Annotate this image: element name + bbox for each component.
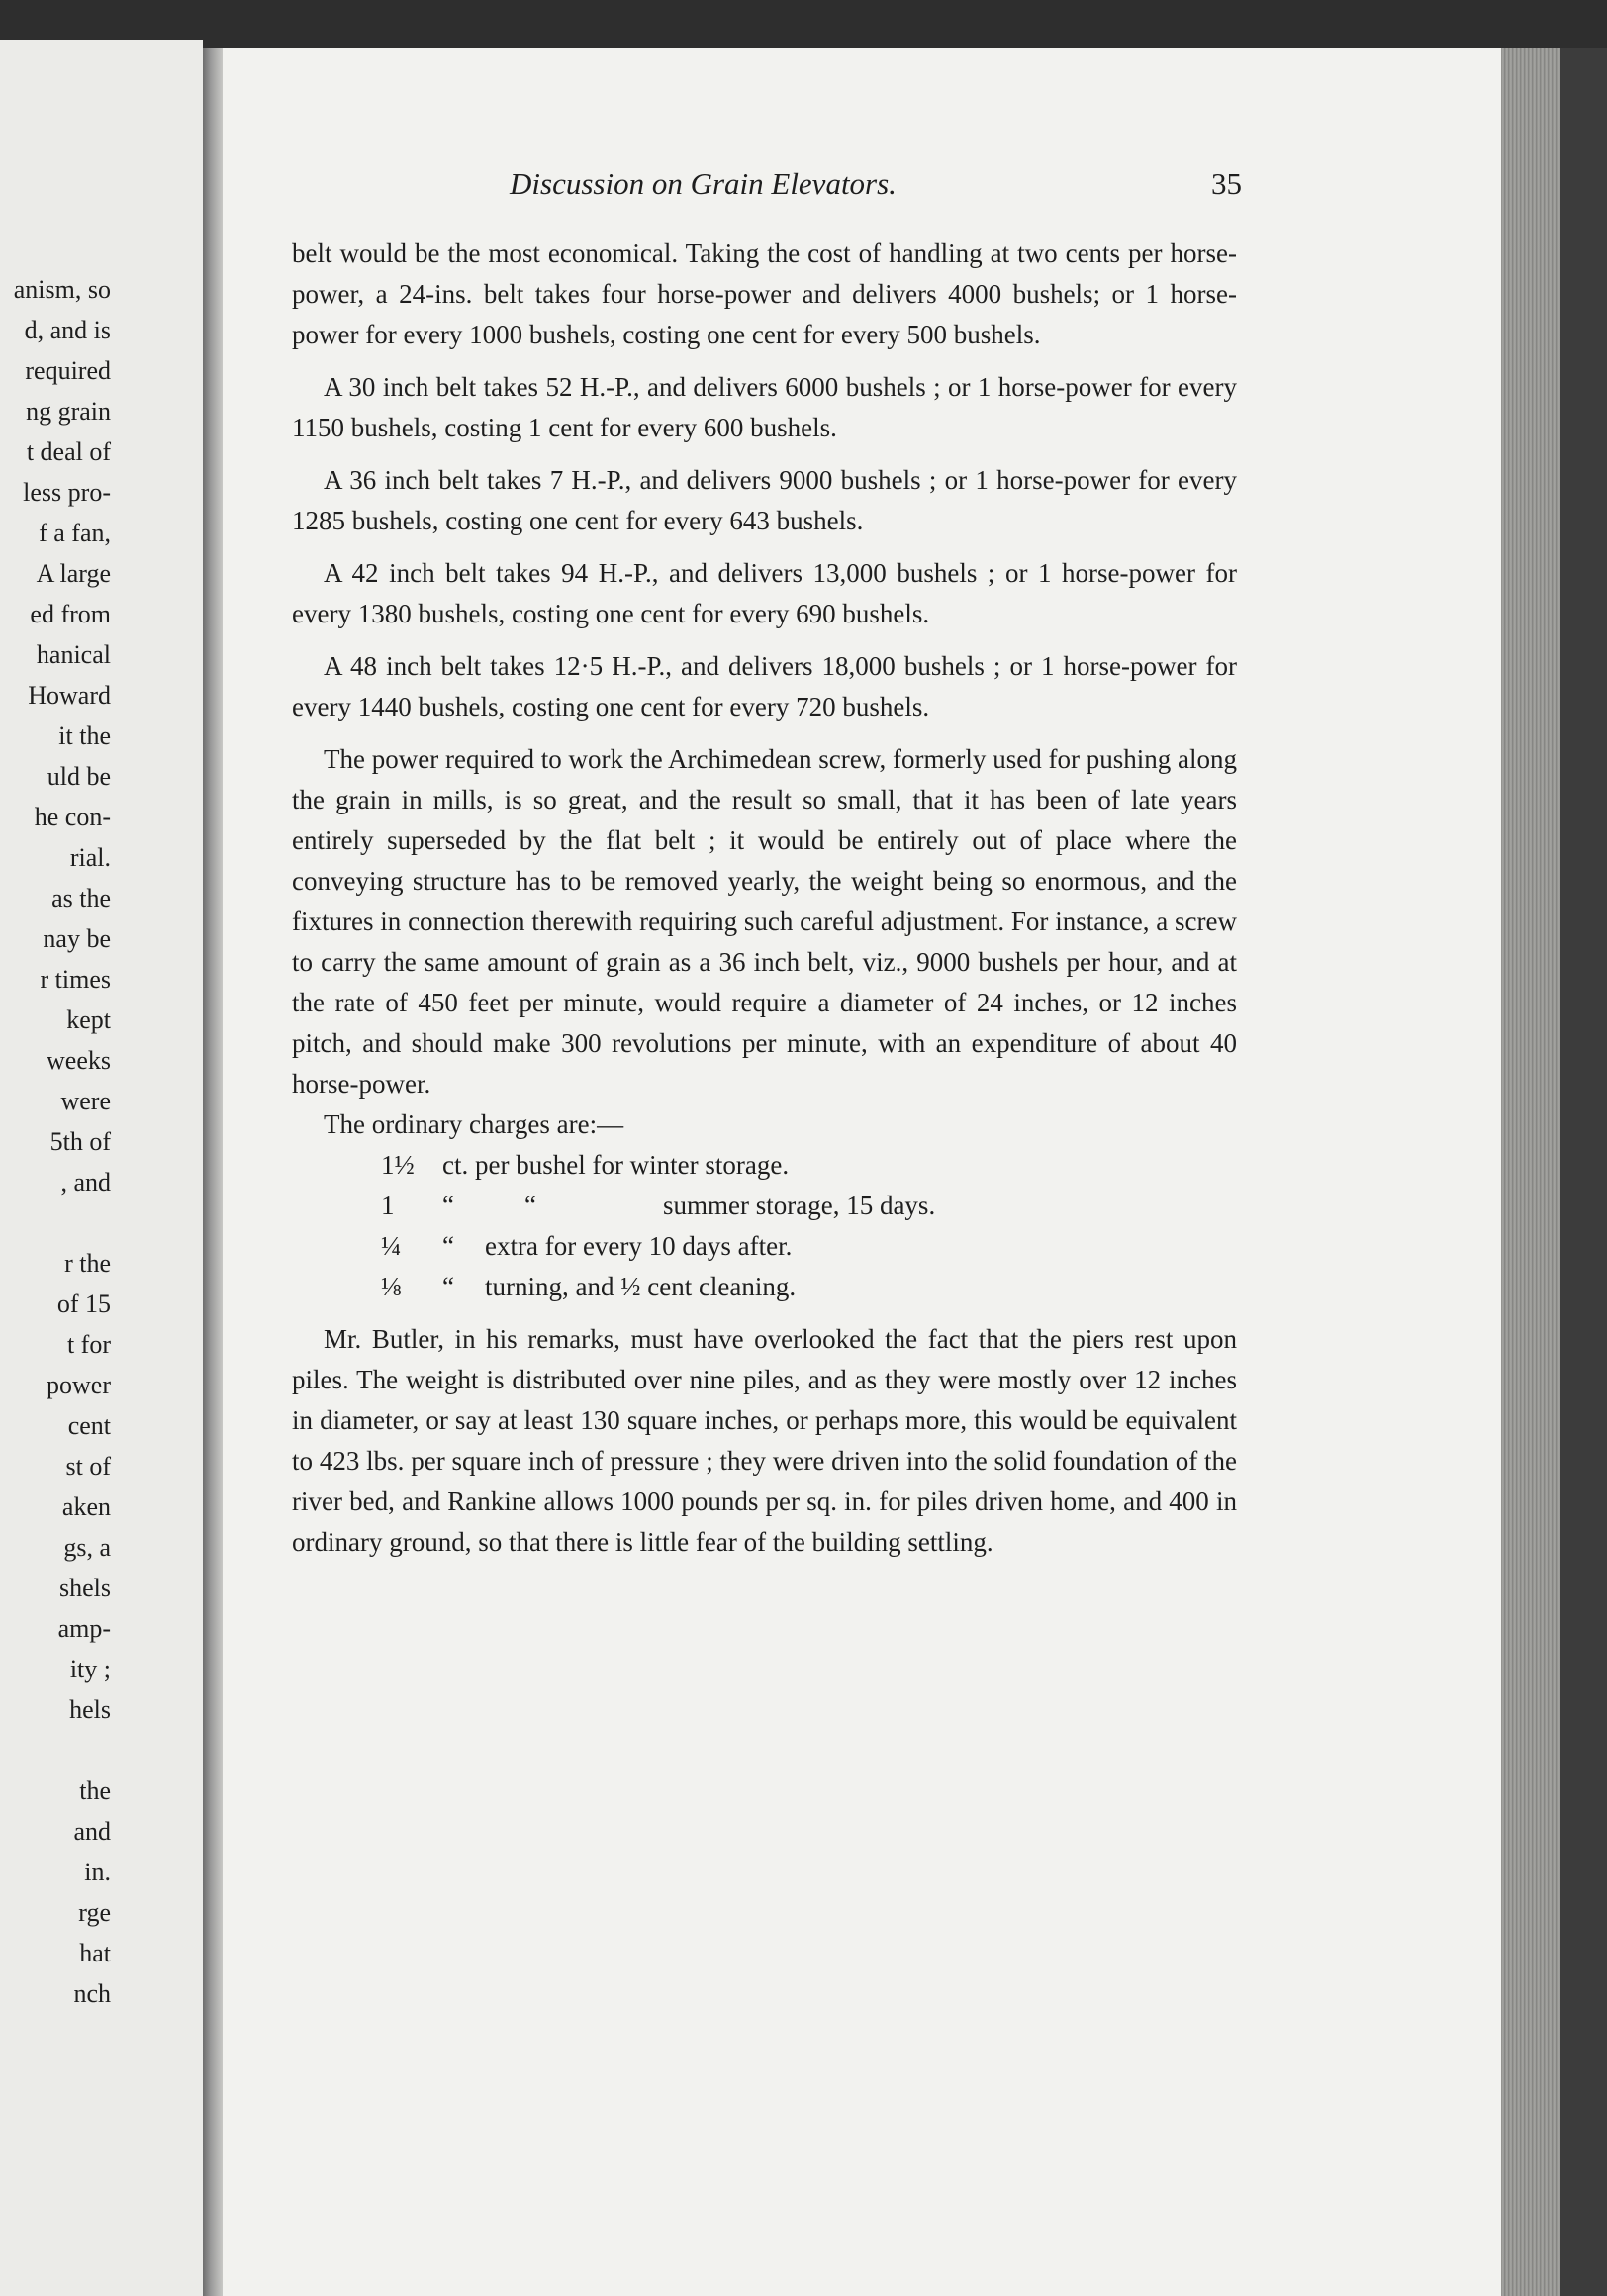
left-page-line: aken [61,1492,111,1521]
left-page-line: hat [79,1939,111,1967]
left-page-line: required [25,356,111,385]
left-page-line: ng grain [26,397,111,426]
scan-background-top [0,0,1607,48]
left-page-line: less pro- [23,478,111,507]
left-page-text-column [0,269,111,2014]
left-page-line: A large [36,559,111,588]
left-page-line: rge [78,1898,111,1927]
charge-row-winter [292,1145,1237,1186]
left-page-line [0,1202,111,1243]
left-page-line: uld be [47,762,111,791]
left-page-line: ity ; [69,1655,111,1683]
charge-description: summer storage, 15 days. [663,1191,936,1220]
left-page-line: shels [59,1574,111,1602]
left-page-line: r the [64,1249,111,1278]
charge-row-extra [292,1226,1237,1267]
left-page-line: it the [58,721,111,750]
left-page-line: he con- [34,803,111,831]
charge-description: turning, and ½ cent cleaning. [485,1272,797,1301]
paragraph-36-inch-belt: A 36 inch belt takes 7 H.-P., and delivers 9000 bushels ; or 1 horse-power for every 1285 bushels, costing one cent for every 643 bushels. [292,465,1237,535]
left-page-line: st of [65,1452,111,1481]
ditto-mark: “ [442,1231,454,1261]
left-page-line: r times [40,965,111,994]
charges-intro: The ordinary charges are:— [324,1109,624,1139]
left-page-line: hanical [36,640,111,669]
left-page-line: the [79,1776,111,1805]
left-page-line: of 15 [56,1290,111,1318]
left-page-line: weeks [47,1046,111,1075]
left-page-line: gs, a [63,1533,111,1562]
left-page-line: rial. [69,843,111,872]
left-page-line [0,1730,111,1770]
left-page-line: power [47,1371,111,1399]
left-page-line: 5th of [49,1127,111,1156]
charge-amount: ⅛ [381,1272,402,1301]
running-title: Discussion on Grain Elevators. [510,166,897,201]
charge-row-summer [292,1186,1237,1226]
scan-background-right [1560,48,1607,2296]
left-page-line: and [73,1817,111,1846]
paragraph-42-inch-belt: A 42 inch belt takes 94 H.-P., and delivers 13,000 bushels ; or 1 horse-power for every 1380 bushels, costing one cent for every 690 bushels. [292,558,1237,628]
left-page-line: Howard [28,681,111,710]
ditto-mark: “ [524,1191,536,1220]
charge-amount: 1 [381,1191,395,1220]
charge-amount: ¼ [381,1231,402,1261]
left-page-line: nch [73,1979,111,2008]
left-page-line: as the [51,884,111,912]
left-page-line: t deal of [26,437,111,466]
left-page-line: f a fan, [39,519,111,547]
charge-description: ct. per bushel for winter storage. [442,1150,790,1180]
paragraph-piles: Mr. Butler, in his remarks, must have overlooked the fact that the piers rest upon piles. The weight is distributed over nine piles, and as they were mostly over 12 inches in diameter, or say at least 130 square inches, or perhaps more, this would be equivalent to 423 lbs. per square inch of pressure ; they were driven into the solid foundation of the river bed, and Rankine allows 1000 pounds per sq. in. for piles driven home, and 400 in ordinary ground, so that there is little fear of the building settling. [292,1324,1237,1557]
left-page-line: amp- [57,1614,111,1643]
left-page-line: d, and is [24,316,111,344]
ditto-mark: “ [442,1191,454,1220]
left-page-line: anism, so [13,275,111,304]
left-page-line: ed from [30,600,111,628]
charge-row-turning [292,1267,1237,1307]
charge-description: extra for every 10 days after. [485,1231,793,1261]
paragraph-30-inch-belt: A 30 inch belt takes 52 H.-P., and delivers 6000 bushels ; or 1 horse-power for every 1150 bushels, costing 1 cent for every 600 bushels. [292,372,1237,442]
paragraph-archimedean-screw: The power required to work the Archimedean screw, formerly used for pushing along the grain in mills, is so great, and the result so small, that it has been of late years entirely superseded by the flat belt ; it would be entirely out of place where the conveying structure has to be removed yearly, the weight being so enormous, and the fixtures in connection therewith requiring such careful adjustment. For instance, a screw to carry the same amount of grain as a 36 inch belt, viz., 9000 bushels per hour, and at the rate of 450 feet per minute, would require a diameter of 24 inches, or 12 inches pitch, and should make 300 revolutions per minute, with an expenditure of about 40 horse-power. [292,744,1237,1099]
left-page-line: in. [84,1858,111,1886]
left-page-line: cent [67,1411,111,1440]
book-gutter [203,48,223,2296]
left-page-line: nay be [43,924,111,953]
ditto-mark: “ [442,1272,454,1301]
page-number: 35 [1211,166,1242,201]
page-edges [1501,48,1560,2296]
left-page-fragment [0,40,203,2296]
page-body [292,234,1237,1563]
left-page-line: hels [69,1695,111,1724]
paragraph-belt-economy: belt would be the most economical. Taking the cost of handling at two cents per horse-power, a 24-ins. belt takes four horse-power and delivers 4000 bushels; or 1 horse-power for every 1000 bushels, costing one cent for every 500 bushels. [292,239,1237,349]
charge-amount: 1½ [381,1150,415,1180]
paragraph-48-inch-belt: A 48 inch belt takes 12·5 H.-P., and delivers 18,000 bushels ; or 1 horse-power for every 1440 bushels, costing one cent for every 720 bushels. [292,651,1237,721]
left-page-line: were [60,1087,111,1115]
left-page-line: , and [60,1168,111,1196]
left-page-line: kept [66,1005,111,1034]
running-header [292,166,1242,210]
left-page-line: t for [66,1330,111,1359]
